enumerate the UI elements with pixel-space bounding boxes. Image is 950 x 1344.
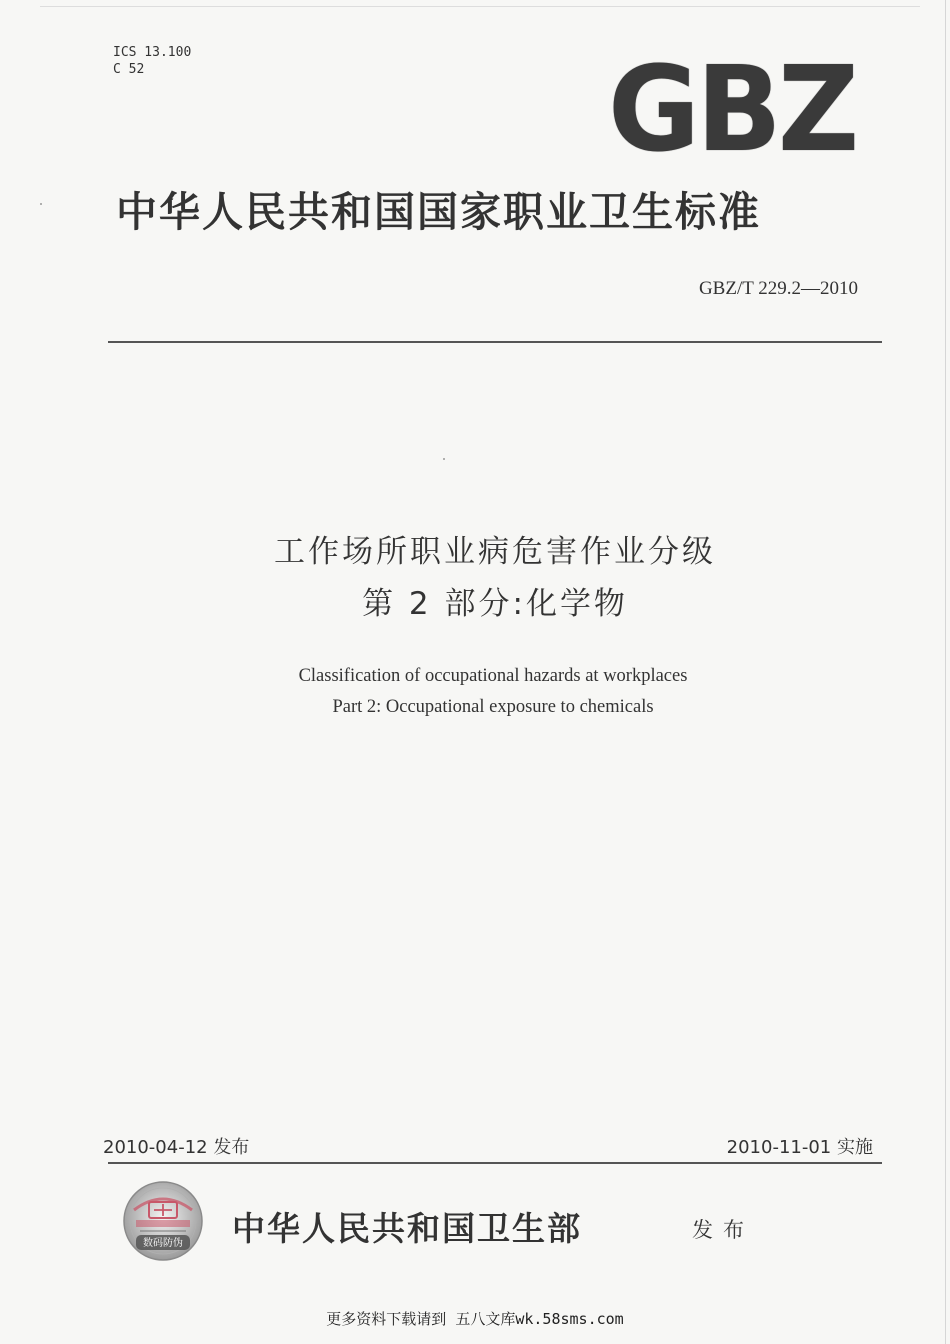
implementation-date: 2010-11-01 实施 bbox=[726, 1137, 873, 1158]
chinese-title-line1: 工作场所职业病危害作业分级 bbox=[274, 534, 716, 570]
seal-label: 数码防伪 bbox=[143, 1238, 183, 1249]
publisher-name: 中华人民共和国卫生部 bbox=[232, 1209, 582, 1248]
publish-verb: 发布 bbox=[692, 1218, 754, 1242]
issue-date: 2010-04-12 发布 bbox=[103, 1137, 250, 1158]
divider bbox=[108, 341, 882, 343]
ics-code: ICS 13.100 bbox=[113, 45, 192, 60]
scan-speck bbox=[40, 203, 42, 205]
standard-code: GBZ/T 229.2—2010 bbox=[698, 278, 858, 299]
anti-counterfeit-seal-icon bbox=[122, 1180, 204, 1262]
chinese-title-line2: 第 2 部分:化学物 bbox=[362, 586, 628, 622]
ics-classification bbox=[113, 44, 191, 78]
scan-speck bbox=[443, 458, 445, 460]
ccs-code: C 52 bbox=[113, 62, 145, 77]
english-title-line2: Part 2: Occupational exposure to chemicals bbox=[332, 697, 654, 717]
chinese-title bbox=[0, 526, 950, 630]
gbz-logo: GBZ bbox=[608, 40, 856, 178]
english-title bbox=[0, 661, 950, 723]
scan-edge bbox=[40, 6, 920, 7]
english-title-line1: Classification of occupational hazards at workplaces bbox=[298, 666, 688, 686]
standard-category: 中华人民共和国国家职业卫生标准 bbox=[116, 188, 761, 236]
divider bbox=[108, 1162, 882, 1164]
download-footer: 更多资料下载请到 五八文库wk.58sms.com bbox=[326, 1310, 624, 1328]
